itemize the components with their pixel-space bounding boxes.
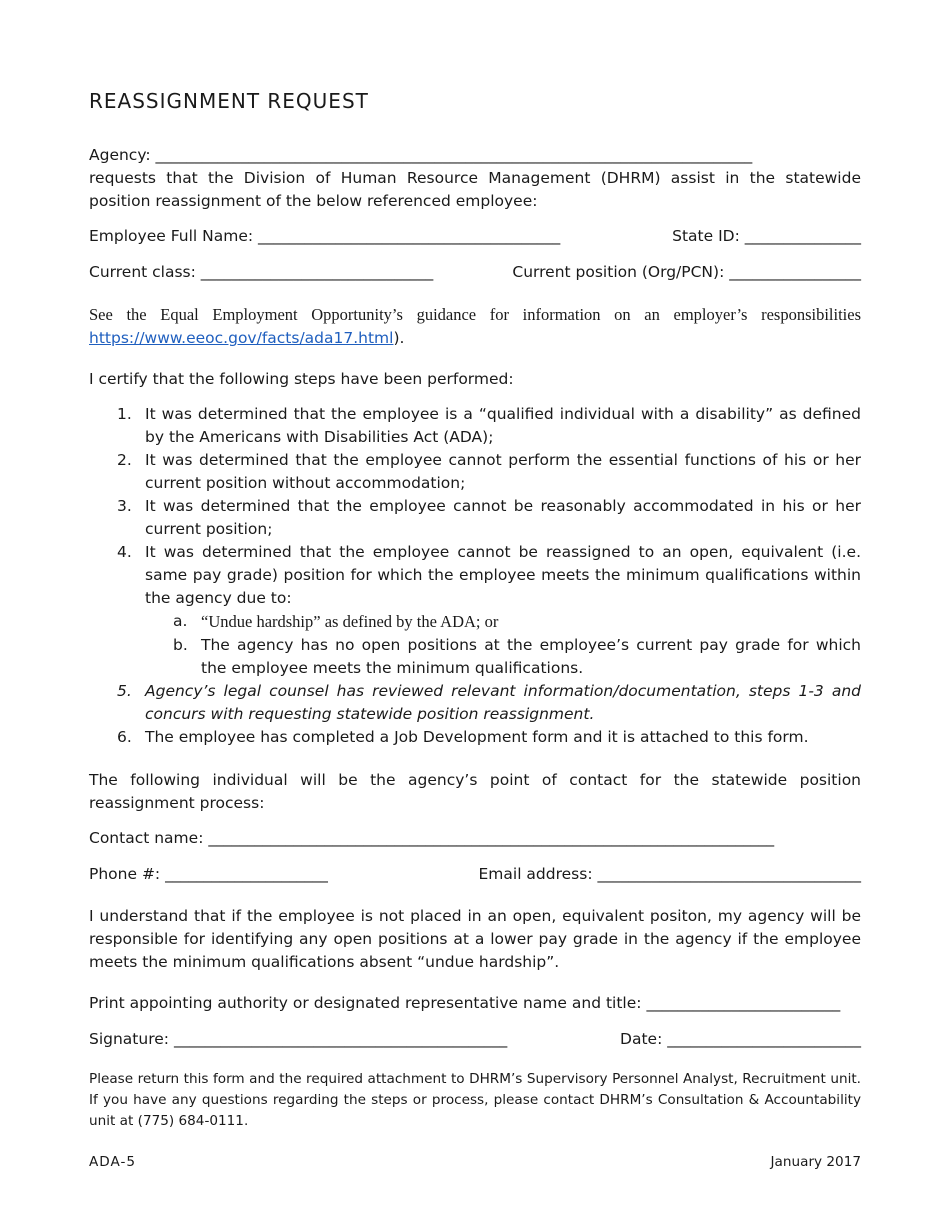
phone-label: Phone #: [89,865,161,883]
page-title: REASSIGNMENT REQUEST [89,89,369,113]
current-class-line[interactable]: ______________________________ [200,263,434,281]
return-instructions: Please return this form and the required attachment to DHRM’s Supervisory Personnel Analyst, Recruitment unit. If you have any questions regarding the steps or process, please contact DHRM’s Consultation & Accountability unit at (775) 684-0111. [89,1071,861,1129]
certify-intro: I certify that the following steps have been performed: [89,370,514,388]
list-item: 2. It was determined that the employee cannot perform the essential functions of his or her current position without accommodation; [117,451,861,492]
page-footer [89,1154,861,1170]
agency-section [89,144,861,213]
agency-field[interactable] [89,144,861,167]
eeo-text: See the Equal Employment Opportunity’s guidance for information on an employer’s responsibilities [89,305,861,324]
list-item: 1. It was determined that the employee is a “qualified individual with a disability” as defined by the Americans with Disabilities Act (ADA); [117,405,861,446]
employee-name-line[interactable]: _______________________________________ [258,227,561,245]
phone-email-row [89,863,861,886]
authority-field[interactable] [89,992,861,1015]
list-item: 6. The employee has completed a Job Development form and it is attached to this form. [117,728,809,746]
date-line[interactable]: _________________________ [667,1030,861,1048]
email-field[interactable] [479,863,862,886]
current-position-label: Current position (Org/PCN): [512,263,725,281]
employee-name-field[interactable] [89,227,560,245]
steps-list [89,403,861,749]
list-item: b. The agency has no open positions at the employee’s current pay grade for which the employee meets the minimum qualifications. [173,636,861,677]
signature-line[interactable]: ___________________________________________ [173,1030,508,1048]
signature-field[interactable] [89,1030,507,1048]
employee-name-label: Employee Full Name: [89,227,254,245]
list-item: 5. Agency’s legal counsel has reviewed relevant information/documentation, steps 1-3 and concurs with requesting statewide position reassignment. [117,682,861,723]
signature-date-row [89,1028,861,1051]
employee-row [89,225,861,248]
form-date: January 2017 [770,1154,861,1170]
form-code: ADA-5 [89,1154,137,1170]
contact-name-label: Contact name: [89,829,204,847]
contact-intro: The following individual will be the agency’s point of contact for the statewide position reassignment process: [89,771,861,812]
state-id-field[interactable] [672,225,861,248]
agency-line[interactable]: _____________________________________________________________________________ [155,146,753,164]
state-id-label: State ID: [672,227,740,245]
date-field[interactable] [620,1028,861,1051]
eeo-guidance [89,303,861,350]
authority-line[interactable]: _________________________ [646,994,841,1012]
email-line[interactable]: __________________________________ [597,865,861,883]
understand-statement: I understand that if the employee is not placed in an open, equivalent positon, my agency will be responsible for identifying any open positions at a lower pay grade in the agency if the employee meets the minimum qualifications absent “undue hardship”. [89,907,861,971]
current-class-field[interactable] [89,263,433,281]
authority-label: Print appointing authority or designated representative name and title: [89,994,642,1012]
state-id-line[interactable]: _______________ [744,227,861,245]
current-class-label: Current class: [89,263,196,281]
list-item: a. “Undue hardship” as defined by the ADA; or [173,612,499,631]
eeo-link[interactable]: https://www.eeoc.gov/facts/ada17.html [89,329,394,347]
class-row [89,261,861,284]
eeo-suffix: ). [393,329,405,347]
contact-name-field[interactable] [89,827,861,850]
date-label: Date: [620,1030,663,1048]
email-label: Email address: [478,865,593,883]
current-position-line[interactable]: _________________ [729,263,861,281]
agency-request-text: requests that the Division of Human Resource Management (DHRM) assist in the statewide position reassignment of the below referenced employee: [89,169,861,210]
substeps-list [145,610,861,680]
contact-name-line[interactable]: _________________________________________________________________________ [208,829,775,847]
list-item: 4. It was determined that the employee cannot be reassigned to an open, equivalent (i.e. same pay grade) position for which the employee meets the minimum qualifications within the agency due to: a. “Undue hardship” as defined by the ADA; or b. The agency has no open positions at the employee’s current pay grade for which the employee meets the minimum qualifications. [89,541,861,680]
signature-label: Signature: [89,1030,169,1048]
current-position-field[interactable] [512,261,861,284]
phone-line[interactable]: _____________________ [165,865,328,883]
list-item: 3. It was determined that the employee cannot be reasonably accommodated in his or her current position; [117,497,861,538]
agency-label: Agency: [89,146,151,164]
phone-field[interactable] [89,865,328,883]
